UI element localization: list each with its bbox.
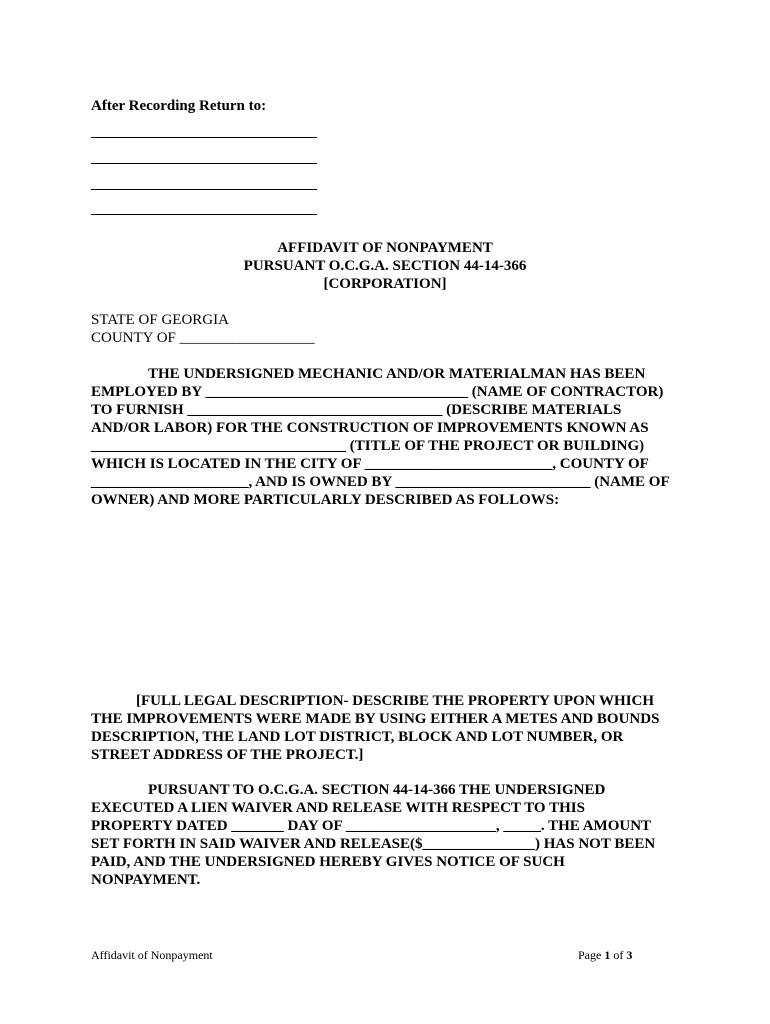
lien-waiver-paragraph (91, 781, 655, 889)
footer-document-name: Affidavit of Nonpayment (91, 948, 213, 962)
footer-page-number (578, 948, 632, 963)
paragraph-line: STREET ADDRESS OF THE PROJECT.] (91, 747, 364, 763)
paragraph-line: [FULL LEGAL DESCRIPTION- DESCRIBE THE PROPERTY UPON WHICH (136, 693, 655, 709)
paragraph-line: _____________________, AND IS OWNED BY __________________________ (NAME OF (91, 474, 670, 490)
document-title (0, 239, 770, 293)
paragraph-line: WHICH IS LOCATED IN THE CITY OF _________________________, COUNTY OF (91, 456, 649, 472)
paragraph-line: __________________________________ (TITLE OF THE PROJECT OR BUILDING) (91, 438, 645, 454)
paragraph-line: DESCRIPTION, THE LAND LOT DISTRICT, BLOCK AND LOT NUMBER, OR (91, 729, 624, 745)
paragraph-line: AND/OR LABOR) FOR THE CONSTRUCTION OF IMPROVEMENTS KNOWN AS (91, 420, 649, 436)
page-of: of (610, 948, 627, 962)
page-total: 3 (626, 948, 633, 962)
paragraph-line: THE UNDERSIGNED MECHANIC AND/OR MATERIALMAN HAS BEEN (148, 366, 646, 382)
paragraph-line: OWNER) AND MORE PARTICULARLY DESCRIBED AS FOLLOWS: (91, 492, 560, 508)
return-address-line-1 (91, 137, 317, 138)
return-address-line-2 (91, 163, 317, 164)
paragraph-line: PAID, AND THE UNDERSIGNED HEREBY GIVES NOTICE OF SUCH (91, 854, 565, 870)
venue-block (91, 311, 315, 347)
paragraph-line: SET FORTH IN SAID WAIVER AND RELEASE($_______________) HAS NOT BEEN (91, 836, 656, 852)
return-address-line-4 (91, 214, 317, 215)
paragraph-line: THE IMPROVEMENTS WERE MADE BY USING EITHER A METES AND BOUNDS (91, 711, 660, 727)
return-to-label: After Recording Return to: (91, 98, 267, 114)
title-line-1: AFFIDAVIT OF NONPAYMENT (277, 240, 493, 256)
page-word: Page (578, 948, 605, 962)
paragraph-line: NONPAYMENT. (91, 872, 201, 888)
title-line-2: PURSUANT O.C.G.A. SECTION 44-14-366 (243, 258, 527, 274)
paragraph-line: EXECUTED A LIEN WAIVER AND RELEASE WITH RESPECT TO THIS (91, 800, 585, 816)
legal-description-paragraph (91, 692, 659, 764)
paragraph-line: EMPLOYED BY ___________________________________ (NAME OF CONTRACTOR) (91, 384, 664, 400)
paragraph-line: PURSUANT TO O.C.G.A. SECTION 44-14-366 THE UNDERSIGNED (148, 782, 606, 798)
employment-paragraph (91, 365, 670, 509)
paragraph-line: PROPERTY DATED _______ DAY OF ____________________, _____. THE AMOUNT (91, 818, 652, 834)
county-label: COUNTY OF __________________ (91, 330, 315, 346)
paragraph-line: TO FURNISH __________________________________ (DESCRIBE MATERIALS (91, 402, 622, 418)
page-current: 1 (604, 948, 611, 962)
state-label: STATE OF GEORGIA (91, 312, 229, 328)
return-address-line-3 (91, 189, 317, 190)
title-line-3: [CORPORATION] (323, 276, 447, 292)
